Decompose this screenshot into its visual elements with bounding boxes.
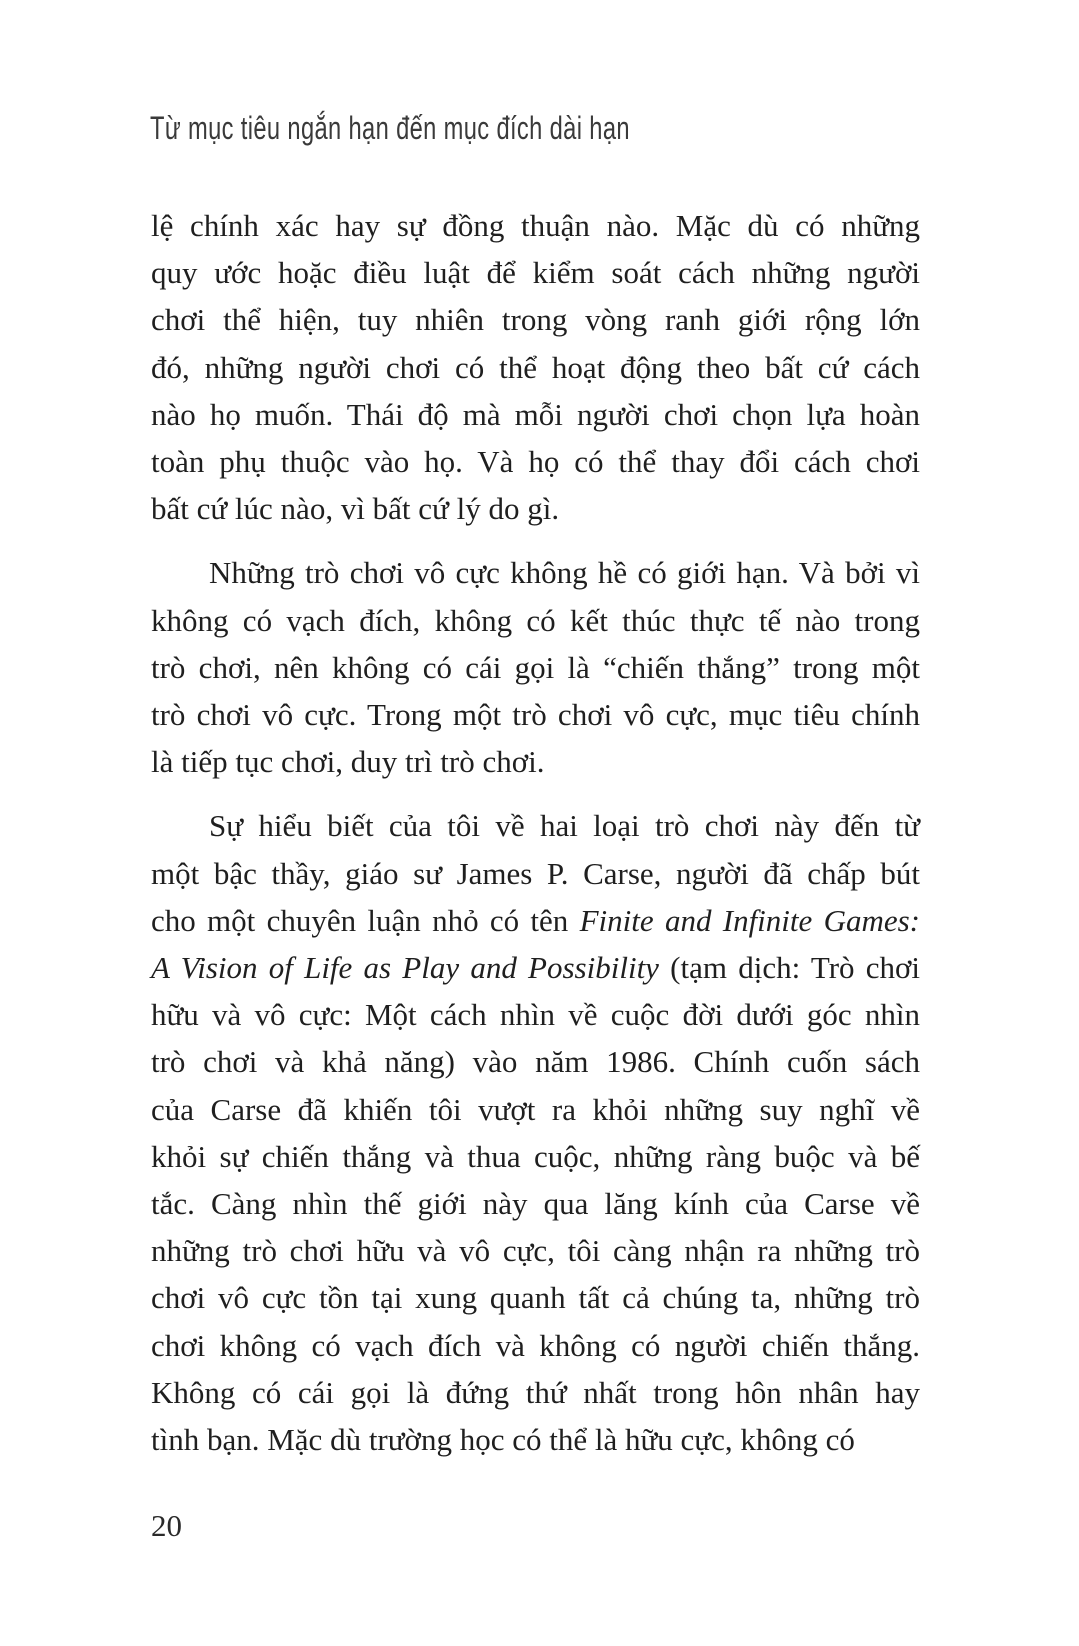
text-segment: đó, những người chơi có thể hoạt động theo bất cứ cách xyxy=(151,349,920,385)
text-line xyxy=(151,1322,920,1369)
text-line xyxy=(151,1416,920,1463)
text-line xyxy=(151,1369,920,1416)
text-segment: cho một chuyên luận nhỏ có tên xyxy=(151,902,580,938)
text-segment: khỏi sự chiến thắng và thua cuộc, những ràng buộc và bế xyxy=(151,1138,920,1174)
text-segment: trò chơi vô cực. Trong một trò chơi vô cực, mục tiêu chính xyxy=(151,697,920,733)
text-line xyxy=(151,944,920,991)
paragraph xyxy=(151,202,920,532)
text-line xyxy=(151,1038,920,1085)
text-segment: chơi không có vạch đích và không có người chiến thắng. xyxy=(151,1327,920,1363)
text-line xyxy=(151,1227,920,1274)
text-segment: một bậc thầy, giáo sư James P. Carse, người đã chấp bút xyxy=(151,855,920,891)
text-segment: của Carse đã khiến tôi vượt ra khỏi những suy nghĩ về xyxy=(151,1091,920,1127)
text-line xyxy=(151,391,920,438)
text-segment: hữu và vô cực: Một cách nhìn về cuộc đời dưới góc nhìn xyxy=(151,997,920,1033)
text-segment: toàn phụ thuộc vào họ. Và họ có thể thay đổi cách chơi xyxy=(151,444,920,480)
text-line xyxy=(151,802,920,849)
italic-text-segment: Finite and Infinite Games: xyxy=(579,902,920,938)
text-segment: nào họ muốn. Thái độ mà mỗi người chơi chọn lựa hoàn xyxy=(151,396,920,432)
text-line xyxy=(151,1086,920,1133)
paragraph xyxy=(151,802,920,1463)
text-line xyxy=(151,991,920,1038)
paragraph xyxy=(151,549,920,785)
text-segment: Sự hiểu biết của tôi về hai loại trò chơi này đến từ xyxy=(209,808,920,844)
running-header: Từ mục tiêu ngắn hạn đến mục đích dài hạn xyxy=(150,110,630,146)
text-line xyxy=(151,691,920,738)
text-segment: lệ chính xác hay sự đồng thuận nào. Mặc dù có những xyxy=(151,208,920,243)
text-segment: chơi thể hiện, tuy nhiên trong vòng ranh giới rộng lớn xyxy=(151,302,920,338)
text-line xyxy=(151,485,920,532)
text-line xyxy=(151,1180,920,1227)
text-segment: chơi vô cực tồn tại xung quanh tất cả chúng ta, những trò xyxy=(151,1280,920,1316)
text-line xyxy=(151,249,920,296)
text-line xyxy=(151,897,920,944)
text-line xyxy=(151,644,920,691)
text-line xyxy=(151,438,920,485)
text-line xyxy=(151,597,920,644)
text-segment: trò chơi và khả năng) vào năm 1986. Chính cuốn sách xyxy=(151,1044,920,1080)
text-line xyxy=(151,344,920,391)
text-line xyxy=(151,1274,920,1321)
body-text xyxy=(151,202,920,1463)
text-segment: những trò chơi hữu và vô cực, tôi càng nhận ra những trò xyxy=(151,1233,920,1269)
text-segment: tình bạn. Mặc dù trường học có thể là hữu cực, không có xyxy=(151,1422,855,1458)
text-segment: Không có cái gọi là đứng thứ nhất trong hôn nhân hay xyxy=(151,1374,920,1410)
text-segment: bất cứ lúc nào, vì bất cứ lý do gì. xyxy=(151,491,560,527)
text-line xyxy=(151,296,920,343)
text-line xyxy=(151,738,920,785)
text-line xyxy=(151,850,920,897)
text-line xyxy=(151,1133,920,1180)
text-segment: không có vạch đích, không có kết thúc thực tế nào trong xyxy=(151,602,920,638)
text-segment: Những trò chơi vô cực không hề có giới hạn. Và bởi vì xyxy=(209,555,920,591)
text-segment: tắc. Càng nhìn thế giới này qua lăng kính của Carse về xyxy=(151,1186,920,1222)
text-segment: là tiếp tục chơi, duy trì trò chơi. xyxy=(151,744,545,780)
text-segment: trò chơi, nên không có cái gọi là “chiến thắng” trong một xyxy=(151,649,920,685)
text-segment: (tạm dịch: Trò chơi xyxy=(658,950,921,986)
text-line xyxy=(151,202,920,249)
page-number: 20 xyxy=(151,1508,182,1543)
text-segment: quy ước hoặc điều luật để kiểm soát cách những người xyxy=(151,255,920,291)
italic-text-segment: A Vision of Life as Play and Possibility xyxy=(151,950,659,986)
text-line xyxy=(151,549,920,596)
